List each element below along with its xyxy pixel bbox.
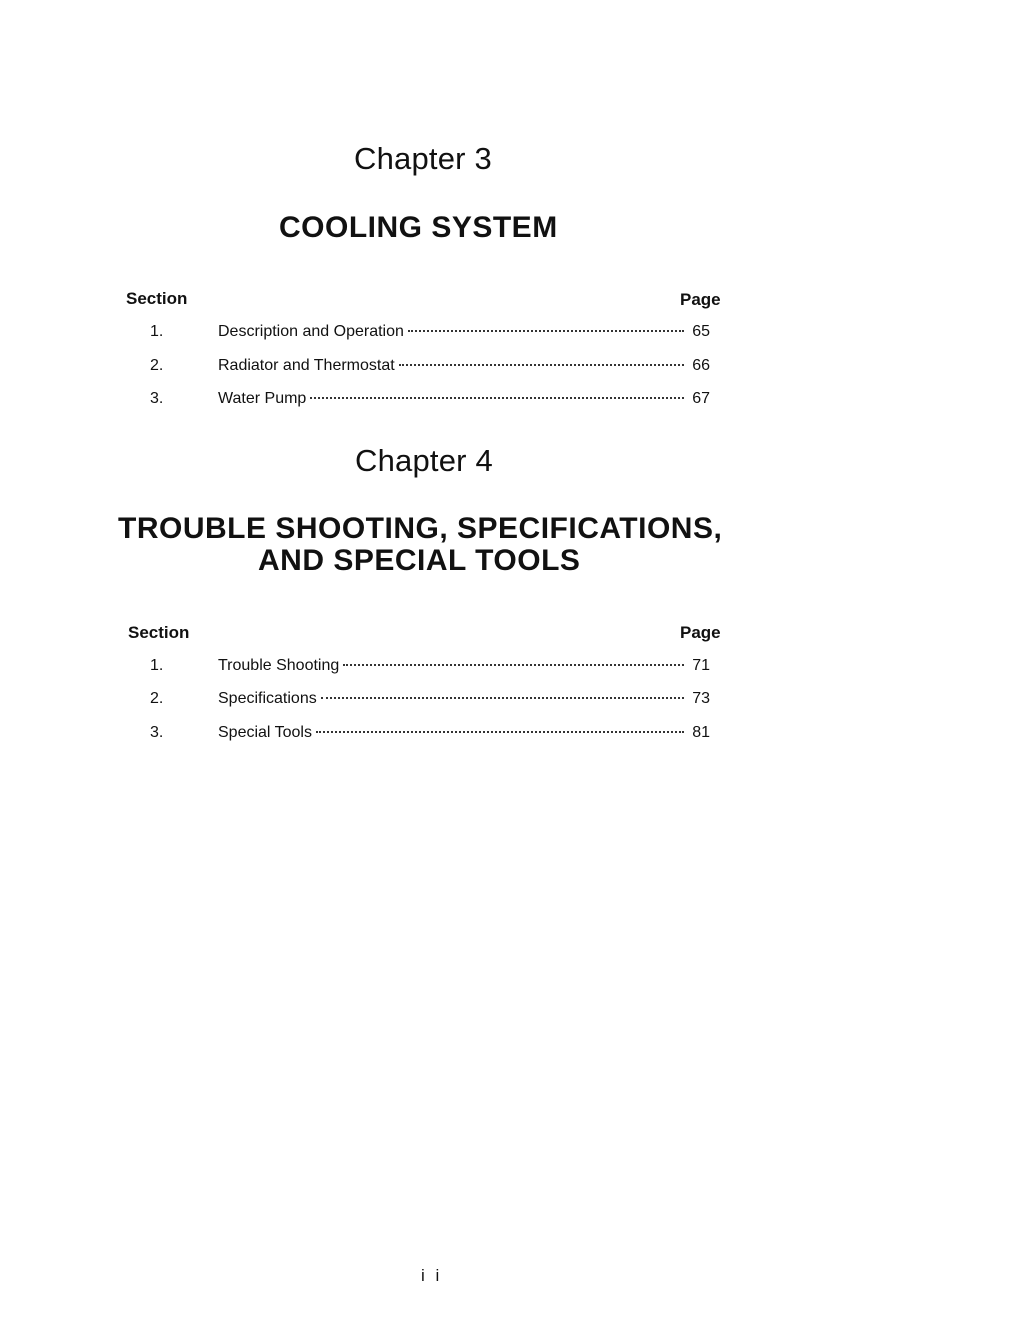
toc-dot-leader (310, 397, 684, 399)
page-number: i i (421, 1266, 443, 1285)
toc-entry-page: 73 (692, 690, 710, 707)
chapter-3-title: COOLING SYSTEM (279, 211, 558, 244)
toc-entry-title: Specifications (218, 690, 317, 707)
toc-dot-leader (321, 697, 684, 699)
toc-entry-page: 66 (692, 357, 710, 374)
toc-entry-page: 71 (692, 657, 710, 674)
chapter-3-toc-entry[interactable] (150, 387, 710, 411)
chapter-3-section-header: Section (126, 289, 188, 308)
chapter-4-toc-entry[interactable] (150, 654, 710, 678)
toc-entry-number: 2. (150, 690, 164, 707)
chapter-4-toc-entry[interactable] (150, 721, 710, 745)
toc-entry-number: 2. (150, 357, 164, 374)
chapter-4-toc-entry[interactable] (150, 687, 710, 711)
toc-entry-title: Radiator and Thermostat (218, 357, 395, 374)
toc-entry-title: Trouble Shooting (218, 657, 340, 674)
toc-entry-title: Description and Operation (218, 323, 404, 340)
toc-dot-leader (408, 330, 684, 332)
chapter-3-page-header: Page (680, 290, 721, 309)
toc-entry-title: Water Pump (218, 390, 307, 407)
chapter-3-toc-entry[interactable] (150, 354, 710, 378)
toc-entry-number: 3. (150, 724, 164, 741)
toc-dot-leader (343, 664, 684, 666)
chapter-3-label: Chapter 3 (354, 141, 492, 176)
toc-entry-number: 1. (150, 323, 164, 340)
chapter-4-label: Chapter 4 (355, 443, 493, 478)
chapter-4-title-line-1: TROUBLE SHOOTING, SPECIFICATIONS, (118, 512, 723, 545)
toc-dot-leader (316, 731, 684, 733)
toc-entry-page: 65 (692, 323, 710, 340)
chapter-3-toc-entry[interactable] (150, 320, 710, 344)
chapter-4-title-line-2: AND SPECIAL TOOLS (258, 544, 581, 577)
toc-entry-page: 67 (692, 390, 710, 407)
chapter-4-page-header: Page (680, 623, 721, 642)
toc-entry-number: 1. (150, 657, 164, 674)
chapter-4-section-header: Section (128, 623, 190, 642)
toc-entry-page: 81 (692, 724, 710, 741)
toc-dot-leader (399, 364, 684, 366)
toc-entry-number: 3. (150, 390, 164, 407)
toc-entry-title: Special Tools (218, 724, 312, 741)
